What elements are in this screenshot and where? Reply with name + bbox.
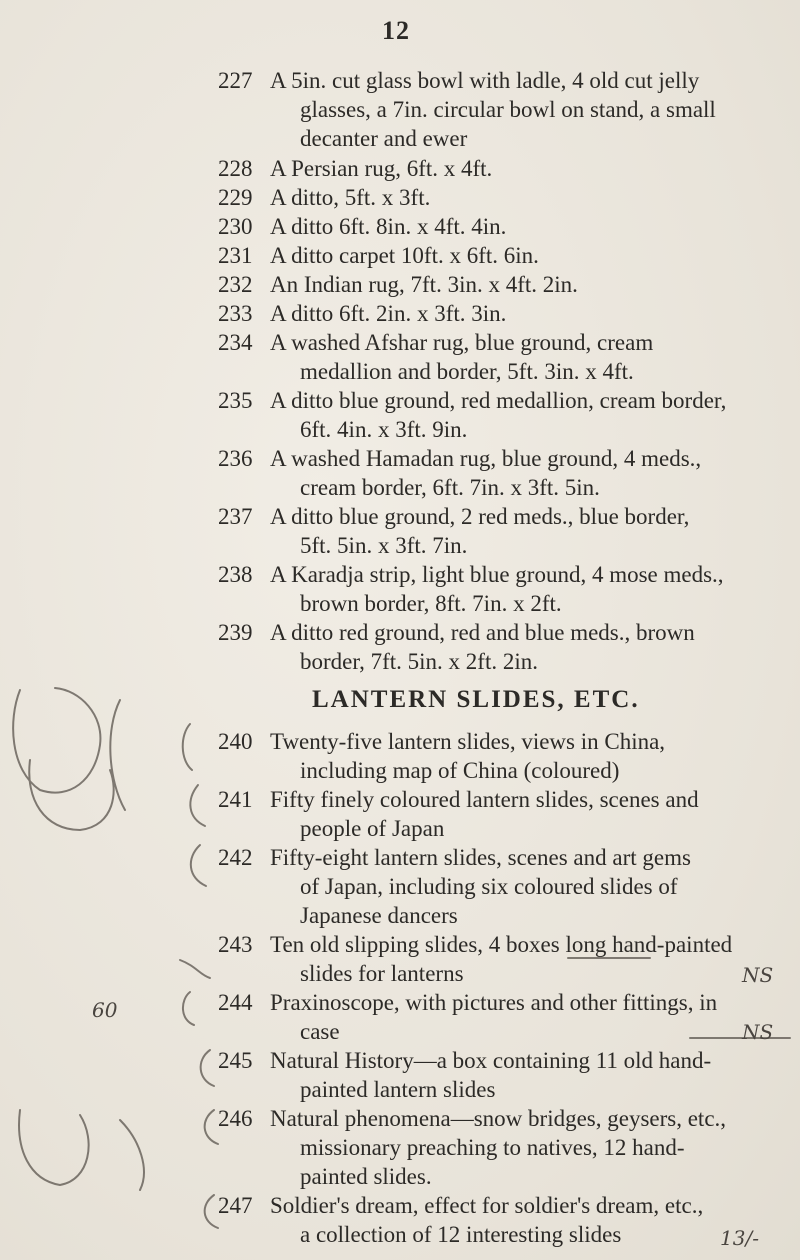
pencil-circle (191, 845, 206, 886)
lot-line: A ditto blue ground, red medallion, cream border, (270, 388, 727, 413)
lot-line: decanter and ewer (300, 126, 468, 151)
lot-number: 227 (218, 68, 253, 93)
pencil-scribble (29, 760, 113, 830)
lot-line: a collection of 12 interesting slides (300, 1222, 622, 1247)
lot-line: 5ft. 5in. x 3ft. 7in. (300, 533, 468, 558)
lot-number: 242 (218, 845, 253, 870)
lot-line: A washed Afshar rug, blue ground, cream (270, 330, 654, 355)
lot-line: A washed Hamadan rug, blue ground, 4 meds., (270, 446, 702, 471)
lot-line: A Persian rug, 6ft. x 4ft. (270, 156, 493, 181)
lot-number: 247 (218, 1193, 253, 1218)
lot-number: 236 (218, 446, 253, 471)
lot-line: Twenty-five lantern slides, views in China, (270, 729, 666, 754)
pencil-bracket (183, 992, 194, 1025)
margin-note: 13/- (720, 1226, 759, 1250)
lot-line: painted lantern slides (300, 1077, 496, 1102)
lot-number: 241 (218, 787, 253, 812)
lot-line: medallion and border, 5ft. 3in. x 4ft. (300, 359, 634, 384)
lot-line: cream border, 6ft. 7in. x 3ft. 5in. (300, 475, 600, 500)
lot-number: 240 (218, 729, 253, 754)
lot-line: A 5in. cut glass bowl with ladle, 4 old cut jelly (270, 68, 700, 93)
lot-line: glasses, a 7in. circular bowl on stand, a small (300, 97, 716, 122)
lot-line: case (300, 1019, 340, 1044)
lot-number: 231 (218, 243, 253, 268)
lot-number: 244 (218, 990, 253, 1015)
margin-note: 60 (92, 998, 118, 1022)
pencil-scribble (19, 1110, 89, 1185)
margin-note: NS (742, 963, 774, 987)
lot-line: 6ft. 4in. x 3ft. 9in. (300, 417, 468, 442)
lot-line: Natural History—a box containing 11 old hand- (270, 1048, 712, 1073)
lot-line: Ten old slipping slides, 4 boxes long hand-painted (270, 932, 733, 957)
lot-number: 233 (218, 301, 253, 326)
lot-line: slides for lanterns (300, 961, 464, 986)
lot-line: brown border, 8ft. 7in. x 2ft. (300, 591, 562, 616)
pencil-bracket (180, 960, 210, 978)
lot-line: border, 7ft. 5in. x 2ft. 2in. (300, 649, 538, 674)
lot-line: Fifty finely coloured lantern slides, scenes and (270, 787, 699, 812)
lot-number: 235 (218, 388, 253, 413)
pencil-scribble (13, 688, 100, 793)
lot-number: 243 (218, 932, 253, 957)
page-number: 12 (382, 16, 410, 45)
pencil-bracket (183, 724, 192, 770)
pencil-scribble (120, 1120, 144, 1190)
lot-line: Soldier's dream, effect for soldier's dream, etc., (270, 1193, 704, 1218)
lot-line: Japanese dancers (300, 903, 458, 928)
lot-line: Praxinoscope, with pictures and other fittings, in (270, 990, 718, 1015)
pencil-circle (190, 785, 205, 826)
pencil-scribble (110, 700, 125, 810)
margin-note: NS (742, 1020, 774, 1044)
lot-line: Fifty-eight lantern slides, scenes and art gems (270, 845, 691, 870)
lot-number: 237 (218, 504, 253, 529)
lot-line: painted slides. (300, 1164, 432, 1189)
pencil-circle (205, 1195, 218, 1228)
lot-number: 229 (218, 185, 253, 210)
lot-number: 239 (218, 620, 253, 645)
lot-line: A ditto 6ft. 2in. x 3ft. 3in. (270, 301, 507, 326)
lot-line: including map of China (coloured) (300, 758, 620, 783)
lot-line: A ditto blue ground, 2 red meds., blue border, (270, 504, 690, 529)
lot-number: 245 (218, 1048, 253, 1073)
lot-number: 228 (218, 156, 253, 181)
lot-line: of Japan, including six coloured slides of (300, 874, 678, 899)
lot-number: 246 (218, 1106, 253, 1131)
section-heading: LANTERN SLIDES, ETC. (312, 686, 640, 713)
lot-line: A ditto red ground, red and blue meds., brown (270, 620, 695, 645)
lot-line: Natural phenomena—snow bridges, geysers, etc., (270, 1106, 727, 1131)
lot-line: A ditto 6ft. 8in. x 4ft. 4in. (270, 214, 507, 239)
lot-line: A Karadja strip, light blue ground, 4 mose meds., (270, 562, 724, 587)
pencil-circle (201, 1050, 214, 1086)
lot-number: 234 (218, 330, 253, 355)
lot-line: A ditto, 5ft. x 3ft. (270, 185, 431, 210)
lot-line: A ditto carpet 10ft. x 6ft. 6in. (270, 243, 539, 268)
lot-line: An Indian rug, 7ft. 3in. x 4ft. 2in. (270, 272, 578, 297)
lot-line: people of Japan (300, 816, 445, 841)
lot-line: missionary preaching to natives, 12 hand- (300, 1135, 685, 1160)
lot-number: 238 (218, 562, 253, 587)
pencil-circle (205, 1110, 218, 1144)
lot-number: 230 (218, 214, 253, 239)
lot-number: 232 (218, 272, 253, 297)
